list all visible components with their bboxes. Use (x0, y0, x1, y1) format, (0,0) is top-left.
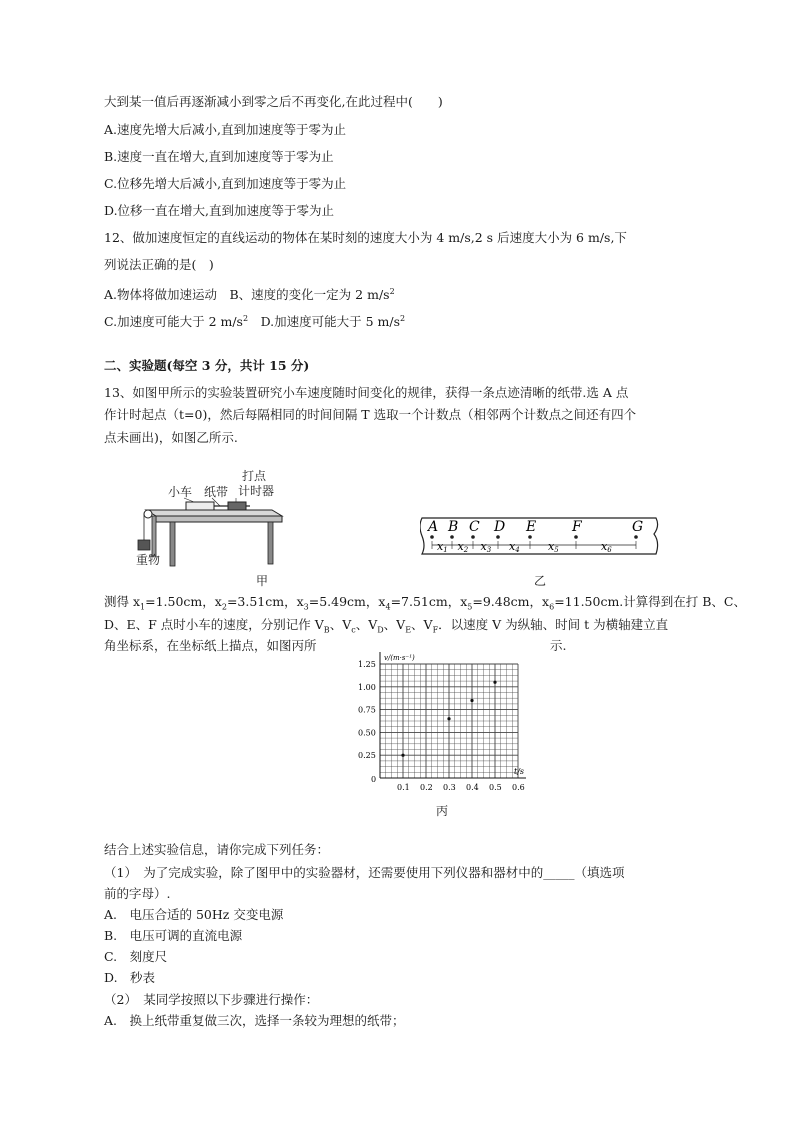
q11-option-d: D.位移一直在增大,直到加速度等于零为止 (104, 203, 335, 218)
x-tick-label: 0.1 (397, 783, 410, 792)
label-timer-1: 打点 (242, 469, 267, 483)
x-tick-label: 0.6 (512, 783, 525, 792)
caption-bing: 丙 (436, 804, 449, 818)
sub: B (323, 625, 330, 635)
measure-x3: =5.49cm，x (308, 594, 386, 609)
speeds-sep: 、V (411, 617, 433, 632)
figure-bing-chart (352, 640, 532, 800)
tape-dot (471, 535, 475, 539)
data-point (470, 699, 473, 702)
measure-x6: =11.50cm.计算得到在打 B、C、 (554, 594, 746, 609)
sub: 1 (140, 602, 146, 612)
measure-x1: =1.50cm，x (145, 594, 222, 609)
data-point (447, 717, 450, 720)
x-tick-label: 0.4 (466, 783, 479, 792)
tape-point-label: G (632, 519, 644, 535)
coord-line-b: 示. (550, 638, 567, 653)
unit-superscript: 2 (242, 314, 249, 323)
q13-intro-line2: 作计时起点（t=0)，然后每隔相同的时间间隔 T 选取一个计数点（相邻两个计数点之间还有四个 (104, 407, 637, 422)
q11-stem-tail: 大到某一值后再逐渐减小到零之后不再变化,在此过程中( ) (104, 94, 443, 109)
q12-line2: 列说法正确的是( ) (104, 257, 214, 272)
sub: 3 (303, 602, 309, 612)
unit-superscript: 2 (389, 287, 395, 296)
task2-line: （2） 某同学按照以下步骤进行操作： (104, 992, 319, 1007)
caption-yi: 乙 (534, 574, 547, 588)
sub: 6 (549, 602, 555, 612)
segment-sub: 5 (554, 546, 559, 554)
origin-label: 0 (371, 775, 377, 784)
q12-option-ab-text: A.物体将做加速运动 B、速度的变化一定为 2 m/s (104, 287, 390, 303)
measure-x5: =9.48cm，x (472, 594, 550, 609)
choice-b: B. 电压可调的直流电源 (104, 928, 243, 943)
sub: 5 (467, 602, 473, 612)
segment-sub: 3 (486, 546, 492, 554)
tape-point-label: E (526, 519, 537, 535)
caption-jia: 甲 (256, 574, 269, 588)
q11-option-a: A.速度先增大后减小,直到加速度等于零为止 (104, 122, 346, 137)
sub: 4 (385, 602, 391, 612)
q12-option-ab (104, 284, 395, 303)
tape-dot (528, 535, 532, 539)
task2-step-a: A. 换上纸带重复做三次，选择一条较为理想的纸带； (104, 1013, 405, 1028)
tape-dot (634, 535, 638, 539)
speeds-line (104, 617, 668, 639)
tape-point-label: A (428, 519, 439, 535)
sub: 2 (221, 602, 227, 612)
choice-c: C. 刻度尺 (104, 949, 168, 964)
tape-dot (496, 535, 500, 539)
tape-point-label: F (572, 519, 582, 535)
speeds-text-2: ．以速度 V 为纵轴、时间 t 为横轴建立直 (438, 617, 669, 632)
choice-d: D. 秒表 (104, 970, 156, 985)
segment-label: x1 (437, 540, 448, 554)
label-weight: 重物 (136, 553, 161, 567)
choice-a: A. 电压合适的 50Hz 交变电源 (104, 907, 284, 922)
x-tick-label: 0.3 (443, 783, 456, 792)
speeds-text: D、E、F 点时小车的速度，分别记作 V (104, 617, 324, 632)
unit-superscript: 2 (400, 314, 406, 323)
measure-prefix: 测得 x (104, 594, 141, 609)
tape-point-label: D (494, 519, 506, 535)
segment-label: x3 (480, 540, 492, 554)
sub: F (432, 625, 439, 635)
segment-sub: 6 (607, 546, 612, 554)
q12-option-c-text: C.加速度可能大于 2 m/s (104, 314, 243, 330)
task-intro: 结合上述实验信息，请你完成下列任务： (104, 842, 330, 857)
x-tick-label: 0.2 (420, 783, 433, 792)
data-point (401, 754, 404, 757)
x-axis-label: t/s (514, 767, 525, 776)
segment-sub: 1 (443, 546, 448, 554)
y-tick-label: 1.25 (358, 660, 376, 669)
y-tick-label: 1.00 (358, 682, 376, 692)
q13-intro-line3: 点未画出)，如图乙所示. (104, 430, 238, 445)
x-tick-label: 0.5 (489, 783, 502, 792)
sub: E (405, 625, 412, 635)
sub: D (377, 625, 384, 635)
segment-sub: 4 (515, 546, 520, 554)
measure-line (104, 594, 746, 616)
segment-sub: 2 (463, 546, 469, 554)
q11-option-c: C.位移先增大后减小,直到加速度等于零为止 (104, 176, 347, 191)
q11-option-b: B.速度一直在增大,直到加速度等于零为止 (104, 149, 334, 164)
y-tick-label: 0.75 (358, 705, 376, 715)
y-tick-label: 0.25 (358, 751, 376, 761)
data-point (493, 681, 496, 684)
tape-point-label: B (448, 519, 459, 535)
label-timer-2: 计时器 (238, 484, 275, 498)
segment-label: x2 (457, 540, 469, 554)
speeds-sep: 、V (329, 617, 352, 632)
chart-grid (380, 664, 518, 778)
task1-line1: （1） 为了完成实验，除了图甲中的实验器材，还需要使用下列仪器和器材中的_____（填选项 (104, 865, 625, 880)
tape-dot (574, 535, 578, 539)
tape-dot (450, 535, 454, 539)
q12-option-d-text: D.加速度可能大于 5 m/s (260, 314, 401, 330)
speeds-sep: 、V (383, 617, 406, 632)
y-tick-label: 0.50 (358, 728, 376, 738)
label-car: 小车 (168, 485, 193, 499)
coord-line-a: 角坐标系，在坐标纸上描点，如图丙所 (104, 638, 317, 653)
speeds-sep: 、V (355, 617, 378, 632)
sub: c (351, 625, 356, 635)
tape-point-label: C (469, 519, 480, 535)
label-tape: 纸带 (204, 485, 229, 499)
segment-label: x5 (548, 540, 559, 554)
y-axis-label: v/(m·s⁻¹) (384, 654, 415, 662)
q12-line1: 12、做加速度恒定的直线运动的物体在某时刻的速度大小为 4 m/s,2 s 后速度大小为 6 m/s,下 (104, 230, 627, 245)
tape-dot (430, 535, 434, 539)
q12-option-cd (104, 311, 405, 330)
segment-label: x4 (509, 540, 520, 554)
figure-jia-apparatus (132, 468, 292, 576)
q13-intro-line1: 13、如图甲所示的实验装置研究小车速度随时间变化的规律，获得一条点迹清晰的纸带.选 A 点 (104, 385, 629, 400)
section-title: 二、实验题(每空 3 分，共计 15 分) (104, 358, 310, 373)
measure-x2: =3.51cm，x (226, 594, 304, 609)
chart-axes (380, 652, 526, 778)
figure-yi-tape (420, 512, 662, 564)
task1-line2: 前的字母）. (104, 886, 171, 901)
measure-x4: =7.51cm，x (390, 594, 468, 609)
segment-label: x6 (601, 540, 612, 554)
